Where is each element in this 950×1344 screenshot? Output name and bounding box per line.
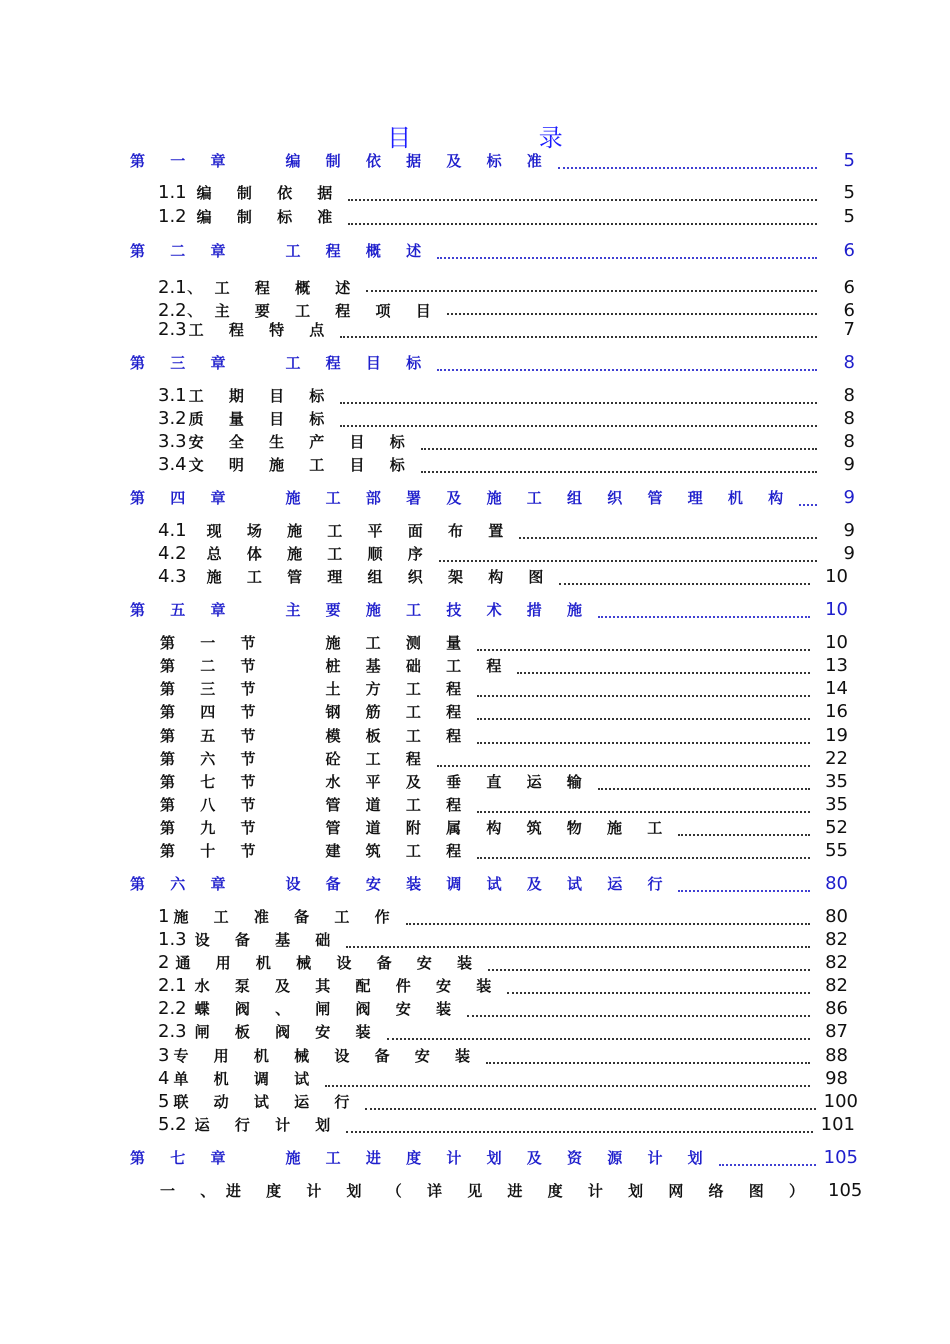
dot-leader — [477, 693, 810, 697]
toc-number: 第 十 节 — [160, 842, 266, 860]
toc-number: 一 、 — [160, 1182, 226, 1200]
toc-label: 联 动 试 运 行 — [173, 1093, 360, 1111]
toc-label: 工 程 特 点 — [188, 321, 335, 339]
dot-leader — [340, 423, 817, 427]
toc-entry-row[interactable] — [158, 952, 848, 976]
toc-label: 专 用 机 械 设 备 安 装 — [173, 1047, 481, 1065]
toc-page-number: 22 — [825, 748, 848, 769]
toc-chapter-row[interactable] — [130, 240, 855, 264]
page-title: 目 录 — [387, 124, 623, 152]
toc-page-number: 55 — [825, 840, 848, 861]
toc-entry-row[interactable] — [158, 1021, 848, 1045]
toc-number: 第 二 章 — [130, 242, 236, 260]
toc-label: 钢 筋 工 程 — [325, 703, 472, 721]
toc-entry-row[interactable] — [158, 408, 855, 432]
toc-label: 编 制 依 据 及 标 准 — [285, 152, 552, 170]
toc-label: 闸 板 阀 安 装 — [194, 1023, 381, 1041]
toc-page-number: 9 — [843, 543, 855, 564]
dot-leader — [598, 614, 810, 618]
toc-entry-row[interactable] — [158, 1045, 848, 1069]
toc-page-number: 98 — [825, 1068, 848, 1089]
toc-number: 第 五 节 — [160, 727, 266, 745]
toc-page-number: 105 — [828, 1180, 863, 1201]
dot-leader — [340, 400, 817, 404]
toc-entry-row[interactable] — [158, 1114, 855, 1138]
toc-page-number: 35 — [825, 771, 848, 792]
toc-number: 3.2 — [158, 408, 187, 429]
toc-number: 第 八 节 — [160, 796, 266, 814]
toc-number: 第 七 章 — [130, 1149, 236, 1167]
toc-number: 第 五 章 — [130, 601, 236, 619]
toc-label: 通 用 机 械 设 备 安 装 — [175, 954, 483, 972]
dot-leader — [365, 1106, 815, 1110]
toc-label: 施 工 准 备 工 作 — [173, 908, 400, 926]
dot-leader — [439, 558, 817, 562]
dot-leader — [799, 502, 817, 506]
toc-label: 总 体 施 工 顺 序 — [206, 545, 433, 563]
toc-entry-row[interactable] — [158, 385, 855, 409]
toc-label: 工 程 概 述 — [214, 279, 361, 297]
toc-number: 5.2 — [158, 1114, 187, 1135]
toc-page-number: 8 — [843, 385, 855, 406]
toc-page-number: 8 — [843, 352, 855, 373]
toc-entry-row[interactable] — [158, 929, 848, 953]
toc-label: 施 工 测 量 — [325, 634, 472, 652]
toc-page-number: 14 — [825, 678, 848, 699]
toc-entry-row[interactable] — [160, 840, 848, 864]
toc-label: 质 量 目 标 — [188, 410, 335, 428]
dot-leader — [488, 967, 810, 971]
dot-leader — [325, 1083, 810, 1087]
toc-number: 4 — [158, 1068, 170, 1089]
dot-leader — [477, 647, 810, 651]
toc-label: 安 全 生 产 目 标 — [188, 433, 415, 451]
dot-leader — [719, 1162, 816, 1166]
toc-label: 砼 工 程 — [325, 750, 431, 768]
toc-page-number: 10 — [825, 566, 848, 587]
toc-number: 2.1、 — [158, 277, 205, 298]
toc-page-number: 7 — [843, 319, 855, 340]
toc-entry-row[interactable] — [160, 678, 848, 702]
toc-page-number: 80 — [825, 873, 848, 894]
dot-leader — [421, 469, 817, 473]
toc-entry-row[interactable] — [158, 206, 855, 230]
toc-page-number: 9 — [843, 520, 855, 541]
toc-page-number: 19 — [825, 725, 848, 746]
toc-label: 编 制 标 准 — [196, 208, 343, 226]
toc-number: 第 三 节 — [160, 680, 266, 698]
toc-page-number: 10 — [825, 599, 848, 620]
toc-page-number: 52 — [825, 817, 848, 838]
toc-label: 工 期 目 标 — [188, 387, 335, 405]
toc-page-number: 6 — [843, 300, 855, 321]
toc-number: 第 六 节 — [160, 750, 266, 768]
toc-number: 第 七 节 — [160, 773, 266, 791]
dot-leader — [467, 1013, 810, 1017]
toc-number: 3.1 — [158, 385, 187, 406]
toc-number: 2.2、 — [158, 300, 205, 321]
toc-entry-row[interactable] — [158, 520, 855, 544]
toc-label: 单 机 调 试 — [173, 1070, 320, 1088]
dot-leader — [598, 786, 810, 790]
toc-page-number: 9 — [843, 454, 855, 475]
toc-page-number: 9 — [843, 487, 855, 508]
dot-leader — [387, 1036, 810, 1040]
dot-leader — [406, 921, 810, 925]
toc-page-number: 101 — [820, 1114, 855, 1135]
toc-chapter-row[interactable] — [130, 1147, 858, 1171]
toc-entry-row[interactable] — [160, 817, 848, 841]
toc-entry-row[interactable] — [158, 1091, 858, 1115]
toc-page-number: 6 — [843, 277, 855, 298]
dot-leader — [507, 990, 810, 994]
toc-label: 模 板 工 程 — [325, 727, 472, 745]
dot-leader — [340, 334, 817, 338]
toc-number: 2.3 — [158, 319, 187, 340]
toc-page-number: 105 — [823, 1147, 858, 1168]
dot-leader — [346, 944, 810, 948]
toc-chapter-row[interactable] — [130, 599, 848, 623]
toc-label: 水 泵 及 其 配 件 安 装 — [194, 977, 502, 995]
toc-page-number: 80 — [825, 906, 848, 927]
dot-leader — [477, 809, 810, 813]
toc-number: 2.2 — [158, 998, 187, 1019]
toc-number: 第 四 章 — [130, 489, 236, 507]
toc-label: 运 行 计 划 — [194, 1116, 341, 1134]
toc-label: 工 程 目 标 — [285, 354, 432, 372]
toc-page-number: 5 — [843, 150, 855, 171]
toc-page-number: 8 — [843, 431, 855, 452]
toc-entry-row[interactable] — [158, 182, 855, 206]
dot-leader — [519, 535, 817, 539]
toc-page-number: 5 — [843, 206, 855, 227]
toc-number: 3.4 — [158, 454, 187, 475]
dot-leader — [477, 855, 810, 859]
dot-leader — [477, 716, 810, 720]
toc-label: 工 程 概 述 — [285, 242, 432, 260]
toc-number: 第 四 节 — [160, 703, 266, 721]
dot-leader — [346, 1129, 812, 1133]
toc-entry-row[interactable] — [158, 319, 855, 343]
toc-number: 2.1 — [158, 975, 187, 996]
toc-page-number: 35 — [825, 794, 848, 815]
dot-leader — [437, 255, 817, 259]
toc-entry-row[interactable] — [158, 296, 855, 320]
toc-label: 建 筑 工 程 — [325, 842, 472, 860]
dot-leader — [559, 581, 810, 585]
toc-entry-row[interactable] — [158, 273, 855, 297]
toc-entry-row[interactable] — [160, 632, 848, 656]
toc-label: 管 道 附 属 构 筑 物 施 工 — [325, 819, 673, 837]
toc-entry-row[interactable] — [160, 655, 848, 679]
toc-entry-row[interactable] — [158, 998, 848, 1022]
toc-page-number: 16 — [825, 701, 848, 722]
toc-label: 水 平 及 垂 直 运 输 — [325, 773, 592, 791]
toc-number: 2 — [158, 952, 170, 973]
toc-label: 进 度 计 划 （ 详 见 进 度 计 划 网 络 图 ） — [225, 1182, 814, 1200]
toc-label: 施 工 进 度 计 划 及 资 源 计 划 — [285, 1149, 713, 1167]
toc-label: 管 道 工 程 — [325, 796, 472, 814]
toc-number: 第 二 节 — [160, 657, 266, 675]
dot-leader — [366, 288, 817, 292]
toc-number: 1.1 — [158, 182, 187, 203]
toc-page-number: 100 — [823, 1091, 858, 1112]
toc-entry-row[interactable] — [160, 748, 848, 772]
toc-entry-row[interactable] — [158, 566, 848, 590]
toc-entry-row[interactable] — [160, 701, 848, 725]
toc-number: 4.3 — [158, 566, 187, 587]
toc-chapter-row[interactable] — [130, 487, 855, 511]
toc-entry-row[interactable] — [158, 906, 848, 930]
toc-number: 5 — [158, 1091, 170, 1112]
dot-leader — [437, 763, 810, 767]
toc-page-number: 6 — [843, 240, 855, 261]
toc-label: 主 要 工 程 项 目 — [214, 302, 441, 320]
toc-entry-row[interactable] — [158, 1068, 848, 1092]
toc-number: 1.2 — [158, 206, 187, 227]
toc-page-number: 87 — [825, 1021, 848, 1042]
toc-entry-row[interactable] — [158, 431, 855, 455]
toc-label: 施 工 部 署 及 施 工 组 织 管 理 机 构 — [285, 489, 794, 507]
toc-number: 1 — [158, 906, 170, 927]
dot-leader — [421, 446, 817, 450]
toc-entry-row[interactable] — [160, 771, 848, 795]
toc-number: 第 九 节 — [160, 819, 266, 837]
dot-leader — [678, 832, 810, 836]
toc-chapter-row[interactable] — [130, 352, 855, 376]
toc-number: 第 一 节 — [160, 634, 266, 652]
toc-number: 2.3 — [158, 1021, 187, 1042]
toc-page-number: 82 — [825, 975, 848, 996]
toc-number: 第 六 章 — [130, 875, 236, 893]
toc-label: 蝶 阀 、 闸 阀 安 装 — [194, 1000, 461, 1018]
dot-leader — [678, 888, 810, 892]
toc-entry-row[interactable] — [160, 794, 848, 818]
toc-page-number: 82 — [825, 929, 848, 950]
toc-label: 设 备 基 础 — [194, 931, 341, 949]
toc-entry-row[interactable] — [160, 725, 848, 749]
dot-leader — [558, 165, 817, 169]
toc-number: 3.3 — [158, 431, 187, 452]
dot-leader — [348, 221, 817, 225]
toc-label: 编 制 依 据 — [196, 184, 343, 202]
toc-number: 第 三 章 — [130, 354, 236, 372]
toc-label: 设 备 安 装 调 试 及 试 运 行 — [285, 875, 673, 893]
dot-leader — [348, 197, 817, 201]
toc-entry-row[interactable] — [158, 543, 855, 567]
toc-number: 4.1 — [158, 520, 187, 541]
toc-label: 桩 基 础 工 程 — [325, 657, 512, 675]
toc-label: 施 工 管 理 组 织 架 构 图 — [206, 568, 554, 586]
toc-label: 现 场 施 工 平 面 布 置 — [206, 522, 514, 540]
toc-number: 1.3 — [158, 929, 187, 950]
dot-leader — [437, 367, 817, 371]
dot-leader — [477, 740, 810, 744]
toc-number: 4.2 — [158, 543, 187, 564]
toc-page-number: 5 — [843, 182, 855, 203]
toc-page-number: 8 — [843, 408, 855, 429]
toc-label: 土 方 工 程 — [325, 680, 472, 698]
toc-number: 第 一 章 — [130, 152, 236, 170]
toc-page-number: 82 — [825, 952, 848, 973]
toc-label: 主 要 施 工 技 术 措 施 — [285, 601, 593, 619]
toc-number: 3 — [158, 1045, 170, 1066]
toc-page-number: 88 — [825, 1045, 848, 1066]
toc-page-number: 13 — [825, 655, 848, 676]
toc-entry-row[interactable] — [158, 975, 848, 999]
dot-leader — [517, 670, 810, 674]
dot-leader — [447, 311, 817, 315]
toc-entry-row[interactable] — [158, 454, 855, 478]
toc-entry-row[interactable] — [160, 1180, 863, 1204]
toc-chapter-row[interactable] — [130, 873, 848, 897]
dot-leader — [486, 1060, 810, 1064]
toc-chapter-row[interactable] — [130, 150, 855, 174]
toc-page-number: 86 — [825, 998, 848, 1019]
toc-page-number: 10 — [825, 632, 848, 653]
toc-label: 文 明 施 工 目 标 — [188, 456, 415, 474]
